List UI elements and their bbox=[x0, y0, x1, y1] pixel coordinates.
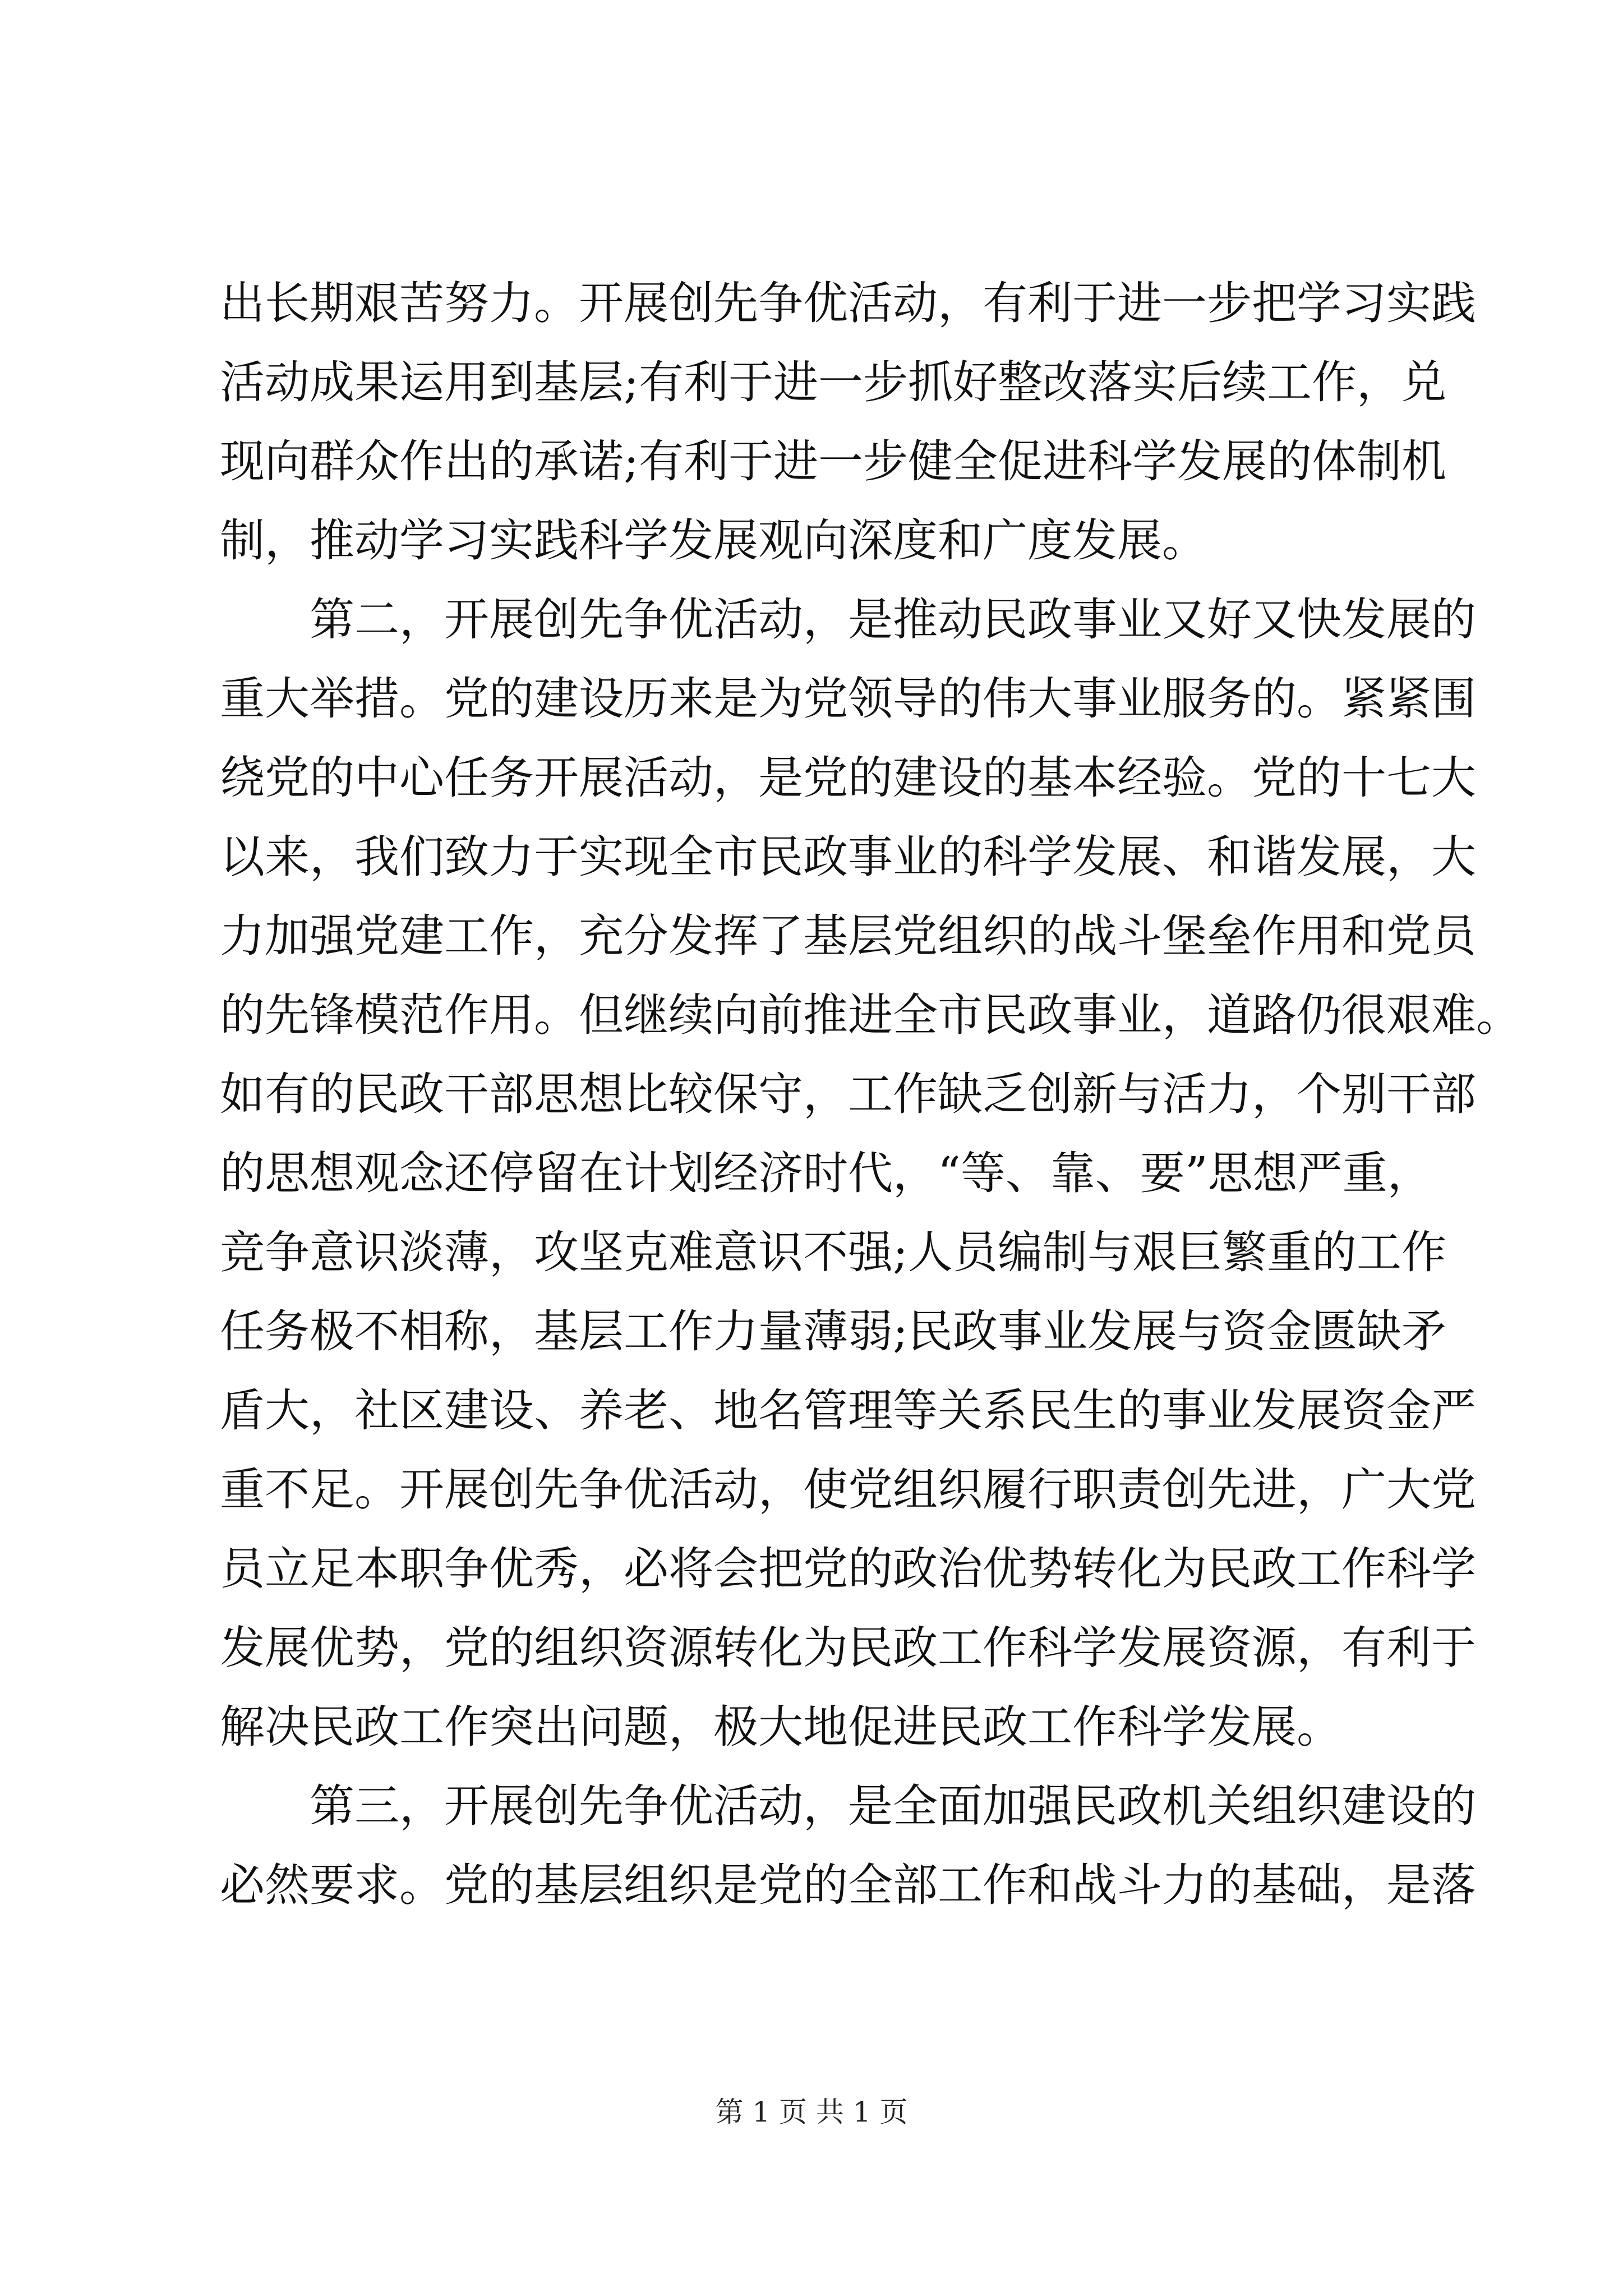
text-line: 如有的民政干部思想比较保守，工作缺乏创新与活力，个别干部 bbox=[220, 1068, 1476, 1120]
document-body bbox=[220, 264, 1521, 1925]
text-line: 现向群众作出的承诺;有利于进一步健全促进科学发展的体制机 bbox=[220, 435, 1446, 487]
text-line: 竞争意识淡薄，攻坚克难意识不强;人员编制与艰巨繁重的工作 bbox=[220, 1226, 1446, 1278]
page-footer: 第 1 页 共 1 页 bbox=[715, 2096, 908, 2128]
text-line: 力加强党建工作，充分发挥了基层党组织的战斗堡垒作用和党员 bbox=[220, 910, 1476, 962]
text-line: 的思想观念还停留在计划经济时代，“等、靠、要”思想严重， bbox=[220, 1147, 1432, 1199]
text-line: 必然要求。党的基层组织是党的全部工作和战斗力的基础，是落 bbox=[220, 1859, 1476, 1911]
paragraph-start-line: 第三，开展创先争优活动，是全面加强民政机关组织建设的 bbox=[220, 1780, 1476, 1832]
paragraph-start-line: 第二，开展创先争优活动，是推动民政事业又好又快发展的 bbox=[220, 593, 1476, 646]
text-line: 的先锋模范作用。但继续向前推进全市民政事业，道路仍很艰难。 bbox=[220, 989, 1521, 1041]
text-line: 制，推动学习实践科学发展观向深度和广度发展。 bbox=[220, 514, 1207, 567]
text-line: 发展优势，党的组织资源转化为民政工作科学发展资源，有利于 bbox=[220, 1622, 1476, 1674]
text-line: 盾大，社区建设、养老、地名管理等关系民生的事业发展资金严 bbox=[220, 1384, 1476, 1437]
text-line: 任务极不相称，基层工作力量薄弱;民政事业发展与资金匮缺矛 bbox=[220, 1305, 1446, 1358]
text-line: 重大举措。党的建设历来是为党领导的伟大事业服务的。紧紧围 bbox=[220, 673, 1476, 725]
text-line: 活动成果运用到基层;有利于进一步抓好整改落实后续工作，兑 bbox=[220, 356, 1446, 408]
text-line: 绕党的中心任务开展活动，是党的建设的基本经验。党的十七大 bbox=[220, 752, 1476, 804]
text-line: 解决民政工作突出问题，极大地促进民政工作科学发展。 bbox=[220, 1701, 1341, 1753]
text-line: 出长期艰苦努力。开展创先争优活动，有利于进一步把学习实践 bbox=[220, 277, 1476, 329]
text-line: 以来，我们致力于实现全市民政事业的科学发展、和谐发展，大 bbox=[220, 831, 1476, 883]
text-line: 重不足。开展创先争优活动，使党组织履行职责创先进，广大党 bbox=[220, 1464, 1476, 1516]
text-line: 员立足本职争优秀，必将会把党的政治优势转化为民政工作科学 bbox=[220, 1543, 1476, 1595]
